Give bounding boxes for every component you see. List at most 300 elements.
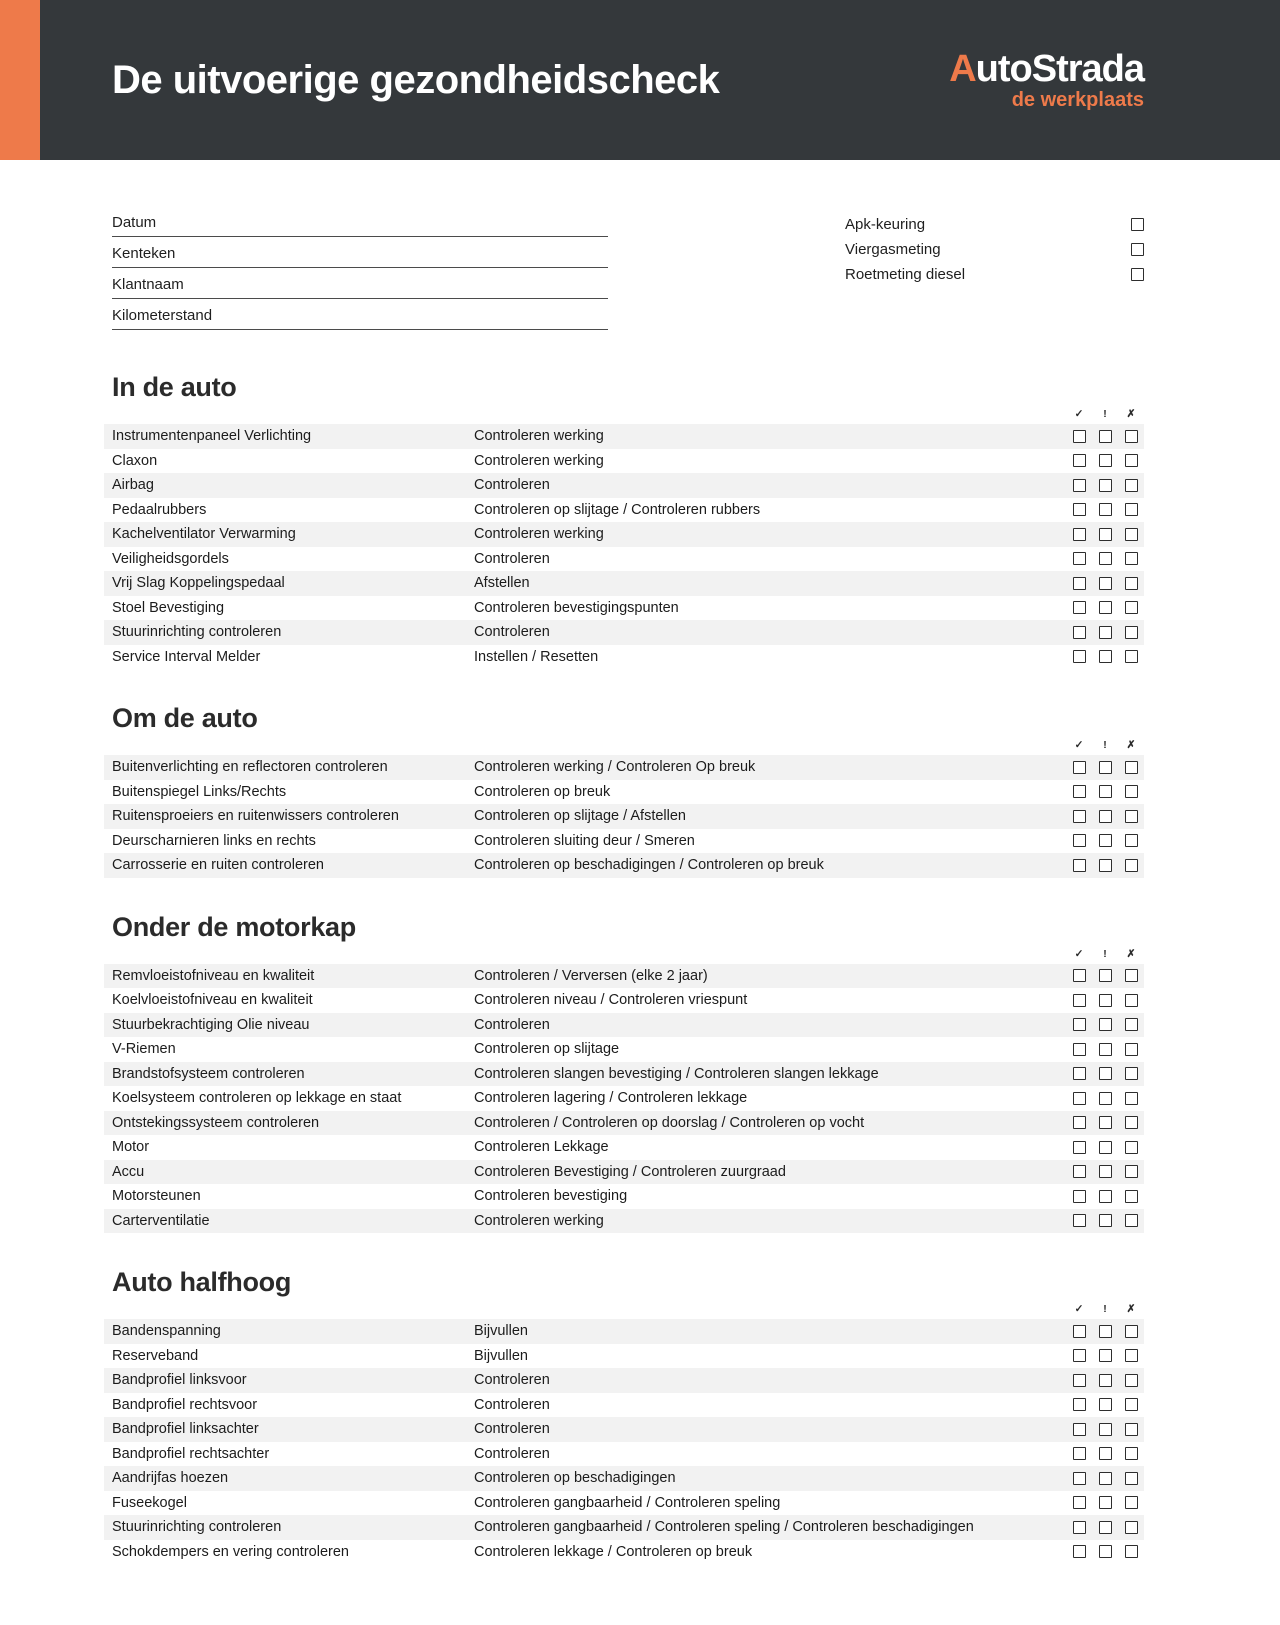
checkbox-attention[interactable] [1099,1116,1112,1129]
checkbox-ok[interactable] [1073,1545,1086,1558]
checkbox-fail[interactable] [1125,454,1138,467]
checkbox-fail[interactable] [1125,1018,1138,1031]
checkbox-ok[interactable] [1073,650,1086,663]
row-item-label: Bandprofiel rechtsvoor [112,1396,258,1413]
row-checkboxes [1066,810,1144,823]
row-item-label: Pedaalrubbers [112,501,207,518]
section-title: Om de auto [112,703,258,733]
checkbox-attention[interactable] [1099,577,1112,590]
row-item-label: Motorsteunen [112,1188,201,1205]
row-action-label: Controleren werking [474,452,604,469]
checkbox-fail[interactable] [1125,650,1138,663]
row-action-label: Controleren [474,1016,550,1033]
checkbox-attention[interactable] [1099,1067,1112,1080]
attention-icon: ! [1103,947,1107,960]
row-item-label: Brandstofsysteem controleren [112,1065,305,1082]
checklist-section [104,912,1144,1234]
check-ok-icon: ✓ [1074,739,1084,751]
section-title: Onder de motorkap [112,911,356,942]
checkbox-fail[interactable] [1125,1043,1138,1056]
checkbox-ok[interactable] [1073,1374,1086,1387]
field-klantnaam[interactable] [112,276,608,299]
row-checkboxes [1066,1374,1144,1387]
fail-x-icon: ✗ [1126,408,1136,420]
row-checkboxes [1066,503,1144,516]
checkbox-ok[interactable] [1073,577,1086,590]
row-action-label: Controleren op slijtage [474,1041,620,1058]
row-action-label: Afstellen [474,575,530,592]
row-action-label: Controleren gangbaarheid / Controleren speling [474,1494,781,1511]
option-viergasmeting [845,240,1144,258]
checkbox-attention[interactable] [1099,1141,1112,1154]
checklist-section [104,372,1144,669]
checkbox-ok[interactable] [1073,1423,1086,1436]
row-item-label: Accu [112,1163,145,1180]
checklist-row [104,1086,1144,1111]
row-item-label: Fuseekogel [112,1494,187,1511]
row-item-label: Reserveband [112,1347,199,1364]
row-checkboxes [1066,1447,1144,1460]
row-item-label: Stuurbekrachtiging Olie niveau [112,1016,310,1033]
checkbox-attention[interactable] [1099,479,1112,492]
checkbox-fail[interactable] [1125,503,1138,516]
checklist-row [104,1062,1144,1087]
checkbox-attention[interactable] [1099,1374,1112,1387]
checklist-row [104,829,1144,854]
row-checkboxes [1066,785,1144,798]
checkbox-ok[interactable] [1073,810,1086,823]
checklist-row [104,780,1144,805]
checkbox-ok[interactable] [1073,1067,1086,1080]
checkbox-ok[interactable] [1073,528,1086,541]
inspection-options [845,214,1144,338]
status-header [104,406,1144,422]
logo-tagline: de werkplaats [1011,89,1144,111]
row-action-label: Controleren / Controleren op doorslag / Controleren op vocht [474,1114,865,1131]
row-action-label: Controleren / Verversen (elke 2 jaar) [474,967,708,984]
checklist-section [104,703,1144,878]
option-apk-keuring-checkbox[interactable] [1131,218,1144,231]
checkbox-fail[interactable] [1125,1092,1138,1105]
row-item-label: Bandprofiel linksvoor [112,1372,247,1389]
section-rows [104,424,1144,669]
checkbox-ok[interactable] [1073,430,1086,443]
row-action-label: Bijvullen [474,1323,528,1340]
row-action-label: Controleren [474,1372,550,1389]
checklist-row [104,620,1144,645]
checkbox-ok[interactable] [1073,969,1086,982]
checkbox-attention[interactable] [1099,1325,1112,1338]
row-action-label: Controleren op slijtage / Afstellen [474,808,686,825]
row-checkboxes [1066,479,1144,492]
page-title: De uitvoerige gezondheidscheck [112,57,720,102]
checklist-row [104,596,1144,621]
field-kenteken-label: Kenteken [112,245,176,262]
checkbox-attention[interactable] [1099,1545,1112,1558]
checkbox-ok[interactable] [1073,552,1086,565]
checkbox-ok[interactable] [1073,1043,1086,1056]
row-checkboxes [1066,1349,1144,1362]
row-action-label: Controleren bevestigingspunten [474,599,679,616]
section-rows [104,1319,1144,1564]
checkbox-ok[interactable] [1073,859,1086,872]
row-item-label: Ontstekingssysteem controleren [112,1114,320,1131]
checkbox-ok[interactable] [1073,1398,1086,1411]
option-viergasmeting-checkbox[interactable] [1131,243,1144,256]
row-action-label: Controleren werking [474,428,604,445]
logo-brand-initial: A [949,48,976,90]
section-title: Auto halfhoog [112,1267,292,1297]
row-checkboxes [1066,430,1144,443]
row-action-label: Controleren [474,1445,550,1462]
checkbox-ok[interactable] [1073,1472,1086,1485]
row-item-label: Service Interval Melder [112,648,261,665]
checkbox-attention[interactable] [1099,994,1112,1007]
row-action-label: Controleren sluiting deur / Smeren [474,832,695,849]
checklist-row [104,1135,1144,1160]
checkbox-attention[interactable] [1099,1447,1112,1460]
row-item-label: Motor [112,1139,150,1156]
checklist-row [104,964,1144,989]
logo-brand [949,50,1144,88]
checkbox-attention[interactable] [1099,785,1112,798]
row-checkboxes [1066,1521,1144,1534]
checklist-row [104,473,1144,498]
checkbox-ok[interactable] [1073,834,1086,847]
checklist-row [104,1417,1144,1442]
fail-x-icon: ✗ [1126,947,1136,960]
checkbox-ok[interactable] [1073,785,1086,798]
form-area [104,214,1144,338]
row-item-label: Carrosserie en ruiten controleren [112,857,324,874]
checkbox-fail[interactable] [1125,479,1138,492]
checklist-row [104,1037,1144,1062]
checkbox-attention[interactable] [1099,1472,1112,1485]
checkbox-attention[interactable] [1099,454,1112,467]
row-item-label: Stuurinrichting controleren [112,1519,282,1536]
row-item-label: Koelsysteem controleren op lekkage en staat [112,1090,402,1107]
checkbox-fail[interactable] [1125,1067,1138,1080]
row-checkboxes [1066,1496,1144,1509]
row-checkboxes [1066,552,1144,565]
row-checkboxes [1066,650,1144,663]
row-action-label: Controleren Bevestiging / Controleren zuurgraad [474,1163,786,1180]
row-item-label: Instrumentenpaneel Verlichting [112,428,312,445]
checkbox-fail[interactable] [1125,1521,1138,1534]
checklist-row [104,755,1144,780]
row-action-label: Controleren werking [474,1212,604,1229]
checklist-row [104,1344,1144,1369]
row-item-label: Vrij Slag Koppelingspedaal [112,575,285,592]
checkbox-attention[interactable] [1099,1214,1112,1227]
checkbox-fail[interactable] [1125,969,1138,982]
option-apk-keuring-label: Apk-keuring [845,215,926,233]
row-action-label: Controleren [474,477,550,494]
page-header [0,0,1280,160]
checklist-row [104,1393,1144,1418]
attention-icon: ! [1103,739,1107,751]
checkbox-fail[interactable] [1125,601,1138,614]
checklist-row [104,1184,1144,1209]
checklist-row [104,1013,1144,1038]
checkbox-attention[interactable] [1099,1190,1112,1203]
checkbox-ok[interactable] [1073,761,1086,774]
row-item-label: Aandrijfas hoezen [112,1470,229,1487]
row-action-label: Controleren werking / Controleren Op breuk [474,759,756,776]
row-item-label: Stuurinrichting controleren [112,624,282,641]
checklist-row [104,498,1144,523]
checkbox-ok[interactable] [1073,503,1086,516]
row-item-label: Deurscharnieren links en rechts [112,832,316,849]
attention-icon: ! [1103,408,1107,420]
checklist-row [104,1319,1144,1344]
checkbox-ok[interactable] [1073,1141,1086,1154]
checkbox-fail[interactable] [1125,761,1138,774]
check-ok-icon: ✓ [1074,408,1084,420]
checkbox-ok[interactable] [1073,1165,1086,1178]
checkbox-fail[interactable] [1125,430,1138,443]
checklist-row [104,1540,1144,1565]
checkbox-fail[interactable] [1125,1141,1138,1154]
check-ok-icon: ✓ [1074,1303,1084,1315]
checklist-row [104,424,1144,449]
option-apk-keuring [845,215,1144,233]
option-roetmeting-diesel-checkbox[interactable] [1131,268,1144,281]
checkbox-attention[interactable] [1099,552,1112,565]
accent-block [0,0,40,160]
content [104,214,1144,1564]
checkbox-fail[interactable] [1125,1349,1138,1362]
row-checkboxes [1066,1116,1144,1129]
checkbox-fail[interactable] [1125,1447,1138,1460]
row-item-label: V-Riemen [112,1041,176,1058]
row-action-label: Controleren [474,1421,550,1438]
row-checkboxes [1066,1165,1144,1178]
row-action-label: Controleren op slijtage / Controleren rubbers [474,501,761,518]
section-rows [104,964,1144,1234]
checkbox-fail[interactable] [1125,1325,1138,1338]
row-checkboxes [1066,601,1144,614]
checklist-row [104,1111,1144,1136]
checkbox-fail[interactable] [1125,1116,1138,1129]
row-checkboxes [1066,834,1144,847]
checkbox-fail[interactable] [1125,1398,1138,1411]
field-kenteken[interactable] [112,245,608,268]
row-checkboxes [1066,1423,1144,1436]
row-item-label: Koelvloeistofniveau en kwaliteit [112,992,313,1009]
row-action-label: Controleren Lekkage [474,1139,609,1156]
checkbox-attention[interactable] [1099,1092,1112,1105]
checkbox-attention[interactable] [1099,650,1112,663]
section-title: In de auto [112,372,237,402]
checkbox-fail[interactable] [1125,1190,1138,1203]
checklist-row [104,1160,1144,1185]
row-action-label: Controleren gangbaarheid / Controleren speling / Controleren beschadigingen [474,1519,974,1536]
row-action-label: Controleren op beschadigingen / Controleren op breuk [474,857,824,874]
row-action-label: Controleren lagering / Controleren lekkage [474,1090,748,1107]
checkbox-attention[interactable] [1099,430,1112,443]
row-item-label: Claxon [112,452,158,469]
row-action-label: Controleren niveau / Controleren vriespunt [474,992,748,1009]
row-item-label: Bandenspanning [112,1323,221,1340]
row-checkboxes [1066,1214,1144,1227]
row-checkboxes [1066,1141,1144,1154]
row-item-label: Carterventilatie [112,1212,210,1229]
row-checkboxes [1066,577,1144,590]
checkbox-fail[interactable] [1125,1165,1138,1178]
checkbox-attention[interactable] [1099,834,1112,847]
checkbox-fail[interactable] [1125,1496,1138,1509]
checkbox-ok[interactable] [1073,1349,1086,1362]
status-header [104,946,1144,962]
checkbox-fail[interactable] [1125,552,1138,565]
row-checkboxes [1066,994,1144,1007]
row-action-label: Controleren werking [474,526,604,543]
checkbox-ok[interactable] [1073,1116,1086,1129]
attention-icon: ! [1103,1303,1107,1315]
row-item-label: Bandprofiel linksachter [112,1421,259,1438]
fail-x-icon: ✗ [1126,739,1136,751]
checklist-row [104,1491,1144,1516]
row-checkboxes [1066,1190,1144,1203]
checkbox-attention[interactable] [1099,810,1112,823]
row-checkboxes [1066,859,1144,872]
autostrada-logo [949,50,1144,110]
checkbox-ok[interactable] [1073,1018,1086,1031]
checkbox-fail[interactable] [1125,1545,1138,1558]
checkbox-attention[interactable] [1099,528,1112,541]
checklist-row [104,1368,1144,1393]
checkbox-ok[interactable] [1073,454,1086,467]
checkbox-attention[interactable] [1099,761,1112,774]
checkbox-fail[interactable] [1125,785,1138,798]
row-checkboxes [1066,1472,1144,1485]
checkbox-fail[interactable] [1125,859,1138,872]
row-checkboxes [1066,1325,1144,1338]
row-action-label: Bijvullen [474,1347,528,1364]
checkbox-attention[interactable] [1099,1423,1112,1436]
field-datum[interactable] [112,214,608,237]
row-checkboxes [1066,626,1144,639]
row-checkboxes [1066,761,1144,774]
row-checkboxes [1066,1092,1144,1105]
row-action-label: Controleren bevestiging [474,1188,628,1205]
checkbox-attention[interactable] [1099,1018,1112,1031]
row-item-label: Remvloeistofniveau en kwaliteit [112,967,315,984]
checkbox-attention[interactable] [1099,1349,1112,1362]
checkbox-attention[interactable] [1099,1165,1112,1178]
checkbox-attention[interactable] [1099,601,1112,614]
checkbox-ok[interactable] [1073,1214,1086,1227]
checkbox-ok[interactable] [1073,1521,1086,1534]
sections [104,372,1144,1564]
field-kilometerstand[interactable] [112,307,608,330]
checklist-row [104,449,1144,474]
checklist-row [104,522,1144,547]
row-checkboxes [1066,1398,1144,1411]
row-item-label: Buitenverlichting en reflectoren controleren [112,759,388,776]
row-checkboxes [1066,454,1144,467]
checkbox-ok[interactable] [1073,601,1086,614]
checkbox-ok[interactable] [1073,1496,1086,1509]
checkbox-fail[interactable] [1125,994,1138,1007]
checkbox-fail[interactable] [1125,626,1138,639]
checklist-row [104,853,1144,878]
row-item-label: Airbag [112,477,154,494]
checkbox-ok[interactable] [1073,479,1086,492]
checkbox-attention[interactable] [1099,859,1112,872]
status-header [104,737,1144,753]
row-item-label: Ruitensproeiers en ruitenwissers controleren [112,808,399,825]
checkbox-attention[interactable] [1099,1521,1112,1534]
checklist-row [104,1209,1144,1234]
checkbox-attention[interactable] [1099,1043,1112,1056]
row-action-label: Controleren op breuk [474,783,611,800]
check-ok-icon: ✓ [1074,947,1084,960]
row-item-label: Buitenspiegel Links/Rechts [112,783,287,800]
row-action-label: Controleren [474,1396,550,1413]
row-checkboxes [1066,528,1144,541]
row-action-label: Controleren slangen bevestiging / Controleren slangen lekkage [474,1065,879,1082]
row-action-label: Controleren [474,624,550,641]
row-action-label: Controleren op beschadigingen [474,1470,676,1487]
row-checkboxes [1066,969,1144,982]
row-action-label: Controleren [474,550,550,567]
row-checkboxes [1066,1018,1144,1031]
checkbox-ok[interactable] [1073,1447,1086,1460]
row-item-label: Veiligheidsgordels [112,550,229,567]
checkbox-attention[interactable] [1099,969,1112,982]
checklist-row [104,1466,1144,1491]
checkbox-attention[interactable] [1099,1496,1112,1509]
row-item-label: Bandprofiel rechtsachter [112,1445,270,1462]
checkbox-ok[interactable] [1073,1190,1086,1203]
checkbox-attention[interactable] [1099,626,1112,639]
checkbox-fail[interactable] [1125,1423,1138,1436]
row-item-label: Stoel Bevestiging [112,599,225,616]
option-roetmeting-diesel [845,265,1144,283]
checklist-row [104,1442,1144,1467]
row-item-label: Schokdempers en vering controleren [112,1543,349,1560]
checkbox-fail[interactable] [1125,1214,1138,1227]
field-klantnaam-label: Klantnaam [112,276,184,293]
status-header [104,1301,1144,1317]
checkbox-fail[interactable] [1125,577,1138,590]
checkbox-ok[interactable] [1073,994,1086,1007]
form-fields [104,214,608,338]
checkbox-fail[interactable] [1125,810,1138,823]
checkbox-fail[interactable] [1125,1374,1138,1387]
row-item-label: Kachelventilator Verwarming [112,526,296,543]
checklist-row [104,1515,1144,1540]
row-action-label: Controleren lekkage / Controleren op breuk [474,1543,753,1560]
row-checkboxes [1066,1067,1144,1080]
checkbox-ok[interactable] [1073,1092,1086,1105]
field-kilometerstand-label: Kilometerstand [112,307,213,324]
checkbox-attention[interactable] [1099,503,1112,516]
fail-x-icon: ✗ [1126,1303,1136,1315]
checkbox-fail[interactable] [1125,834,1138,847]
checkbox-attention[interactable] [1099,1398,1112,1411]
checklist-row [104,571,1144,596]
checkbox-ok[interactable] [1073,1325,1086,1338]
section-rows [104,755,1144,878]
checkbox-ok[interactable] [1073,626,1086,639]
checklist-section [104,1267,1144,1564]
checkbox-fail[interactable] [1125,1472,1138,1485]
checkbox-fail[interactable] [1125,528,1138,541]
option-viergasmeting-label: Viergasmeting [845,240,941,258]
